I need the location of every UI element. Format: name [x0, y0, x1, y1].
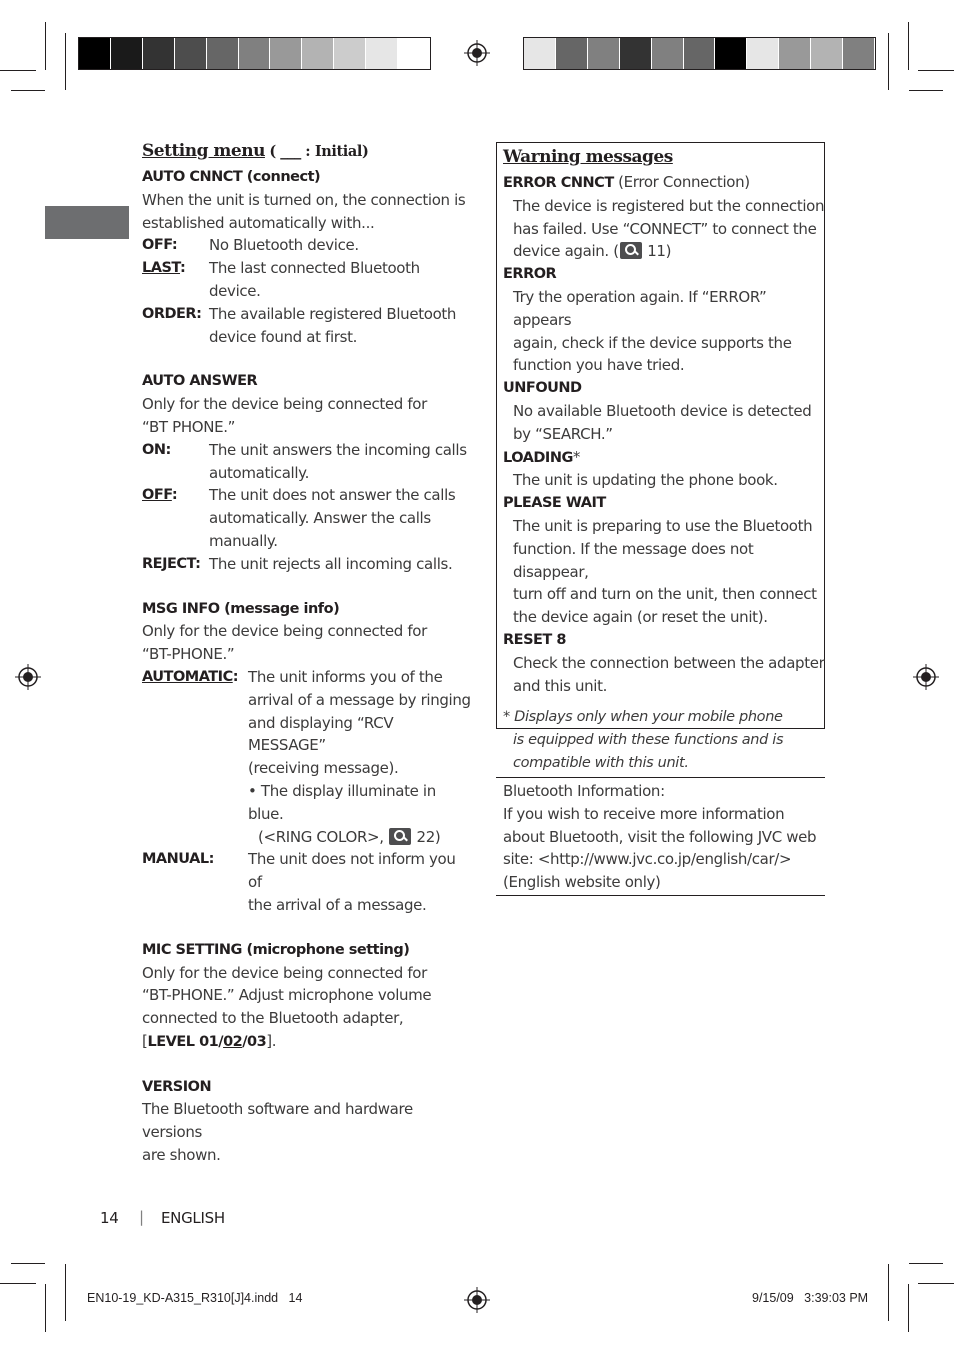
- setting-menu-column: [142, 138, 472, 1167]
- slug-date: 9/15/09: [752, 1291, 794, 1305]
- color-swatch: [207, 38, 239, 69]
- spacer: [142, 348, 472, 370]
- warning-text: function you have tried.: [513, 356, 685, 375]
- mic-level-options: [142, 1030, 472, 1054]
- bluetooth-info-line: about Bluetooth, visit the following JVC web: [503, 827, 817, 846]
- warning-text: No available Bluetooth device is detected: [513, 401, 812, 420]
- cross-reference-page: 22): [416, 827, 441, 846]
- mic-level-initial: 02: [223, 1033, 243, 1050]
- bullet-line: [248, 780, 472, 826]
- warning-text: function. If the message does not disappear,: [513, 539, 754, 581]
- option-key: ORDER:: [142, 305, 202, 322]
- warning-heading-line: [503, 446, 825, 470]
- option-key-initial: AUTOMATIC: [142, 668, 233, 685]
- registration-mark-icon: [913, 664, 939, 690]
- option-key-colon: :: [232, 668, 239, 685]
- warning-messages-title: Warning messages: [503, 147, 673, 167]
- bluetooth-info-text: [503, 780, 825, 894]
- msg-info-desc: Only for the device being connected for: [142, 622, 427, 641]
- initial-note-blank: ___: [280, 143, 301, 160]
- bullet-mark: •: [248, 781, 257, 800]
- color-swatch: [715, 38, 747, 69]
- color-swatch: [239, 38, 271, 69]
- page-number: 14: [100, 1209, 119, 1227]
- option-text-line: and displaying “RCV MESSAGE”: [248, 713, 394, 755]
- version-heading: VERSION: [142, 1078, 212, 1095]
- section-tab: [45, 206, 129, 239]
- cross-reference-text: (<RING COLOR>,: [258, 827, 384, 846]
- option-text-line: The unit does not inform you of: [248, 850, 456, 892]
- mic-setting-heading: MIC SETTING (microphone setting): [142, 941, 410, 958]
- option-text-line: (receiving message).: [248, 759, 399, 778]
- bluetooth-info-line: (English website only): [503, 873, 661, 892]
- magnifier-reference-icon: [620, 242, 642, 259]
- color-swatch: [366, 38, 398, 69]
- option-text-line: device found at first.: [209, 327, 358, 346]
- spacer: [142, 576, 472, 598]
- spacer: [503, 697, 825, 706]
- mic-setting-desc: “BT-PHONE.” Adjust microphone volume: [142, 986, 432, 1005]
- option-text-line: the arrival of a message.: [248, 895, 427, 914]
- auto-answer-desc: “BT PHONE.”: [142, 417, 236, 436]
- auto-cnnct-desc: established automatically with...: [142, 213, 375, 232]
- option-text-line: arrival of a message by ringing: [248, 690, 471, 709]
- slug-filename: [87, 1291, 302, 1305]
- option-text-line: The unit answers the incoming calls: [209, 440, 467, 459]
- option-row: [142, 303, 472, 349]
- warning-text: the device again (or reset the unit).: [513, 608, 768, 627]
- option-key: [142, 484, 209, 552]
- warning-text: has failed. Use “CONNECT” to connect the: [513, 219, 817, 238]
- warning-text: and this unit.: [513, 676, 608, 695]
- footnote-text: compatible with this unit.: [513, 754, 689, 771]
- setting-menu-title-line: [142, 138, 472, 165]
- auto-answer-heading: AUTO ANSWER: [142, 373, 258, 390]
- color-swatch: [747, 38, 779, 69]
- option-text: The last connected Bluetooth device.: [209, 259, 420, 300]
- setting-menu-title: Setting menu: [142, 141, 265, 161]
- warning-heading-line: [503, 171, 825, 195]
- bluetooth-info-line: If you wish to receive more information: [503, 804, 785, 823]
- color-swatch: [556, 38, 588, 69]
- version-desc: are shown.: [142, 1146, 221, 1165]
- version-desc: The Bluetooth software and hardware versions: [142, 1100, 413, 1142]
- color-calibration-bar-right: [523, 37, 876, 70]
- auto-cnnct-heading: AUTO CNNCT (connect): [142, 169, 321, 185]
- option-row: [142, 553, 472, 576]
- color-swatch: [270, 38, 302, 69]
- option-key-colon: :: [180, 260, 186, 277]
- option-text: [209, 484, 472, 552]
- bracket: ].: [266, 1031, 277, 1050]
- color-swatch: [79, 38, 111, 69]
- option-key: REJECT:: [142, 555, 201, 572]
- warning-heading: UNFOUND: [503, 380, 582, 397]
- warning-text: Check the connection between the adapter: [513, 653, 825, 672]
- option-key: MANUAL:: [142, 851, 214, 868]
- color-calibration-bar-left: [78, 37, 431, 70]
- color-swatch: [398, 38, 430, 69]
- warning-heading: RESET 8: [503, 631, 566, 648]
- warning-heading: ERROR CNNCT: [503, 175, 614, 191]
- slug-file: EN10-19_KD-A315_R310[J]4.indd: [87, 1291, 279, 1305]
- msg-info-heading: MSG INFO (message info): [142, 600, 340, 617]
- option-text: No Bluetooth device.: [209, 236, 359, 255]
- option-text: [209, 439, 472, 485]
- warning-text: The unit is updating the phone book.: [513, 471, 778, 490]
- spacer: [142, 1054, 472, 1076]
- spacer: [142, 917, 472, 939]
- warning-text-part: device again. (: [513, 242, 619, 261]
- warning-heading: PLEASE WAIT: [503, 495, 606, 512]
- footer-separator: |: [139, 1208, 144, 1226]
- slug-file-page: 14: [288, 1291, 303, 1305]
- option-text-line: The unit does not answer the calls: [209, 486, 456, 505]
- option-row: [142, 439, 472, 485]
- cross-reference-page: 11): [647, 242, 672, 261]
- option-text-line: automatically.: [209, 463, 309, 482]
- registration-mark-icon: [464, 1287, 490, 1313]
- color-swatch: [111, 38, 143, 69]
- option-text: [248, 848, 472, 916]
- magnifier-reference-icon: [389, 828, 411, 845]
- bullet-text: The display illuminate in blue.: [248, 781, 436, 823]
- footnote-text: Displays only when your mobile phone: [514, 709, 783, 726]
- option-row: [142, 848, 472, 916]
- color-swatch: [620, 38, 652, 69]
- warning-text: again, check if the device supports the: [513, 333, 792, 352]
- color-swatch: [811, 38, 843, 69]
- mic-level-prefix: LEVEL 01/: [147, 1033, 224, 1050]
- option-key: [142, 257, 209, 303]
- slug-timestamp: [752, 1291, 868, 1305]
- option-text-line: The unit informs you of the: [248, 667, 443, 686]
- footer-language: ENGLISH: [161, 1209, 225, 1227]
- initial-note-label: : Initial): [305, 143, 369, 160]
- warning-text: The device is registered but the connection: [513, 196, 825, 215]
- bluetooth-info-url: site: <http://www.jvc.co.jp/english/car/>: [503, 850, 792, 869]
- bluetooth-info-line: Bluetooth Information:: [503, 782, 665, 800]
- option-text: The unit rejects all incoming calls.: [209, 554, 453, 573]
- color-swatch: [843, 38, 875, 69]
- option-text-line: automatically. Answer the calls: [209, 509, 431, 528]
- option-row: [142, 234, 472, 257]
- footnote-line: [503, 706, 825, 729]
- footnote-mark: *: [503, 709, 510, 726]
- auto-cnnct-desc: When the unit is turned on, the connection is: [142, 190, 466, 209]
- color-swatch: [143, 38, 175, 69]
- warning-text: turn off and turn on the unit, then connect: [513, 585, 817, 604]
- auto-answer-desc: Only for the device being connected for: [142, 395, 427, 414]
- warning-text: Try the operation again. If “ERROR” appears: [513, 287, 767, 329]
- footnote-text: is equipped with these functions and is: [513, 732, 784, 749]
- bracket: [: [142, 1031, 148, 1050]
- option-row: [142, 484, 472, 552]
- warning-heading: ERROR: [503, 266, 557, 283]
- initial-note-open: (: [269, 143, 276, 160]
- warning-heading: LOADING: [503, 449, 573, 466]
- option-key-initial: OFF: [142, 487, 172, 504]
- color-swatch: [652, 38, 684, 69]
- slug-time: 3:39:03 PM: [804, 1291, 869, 1305]
- registration-mark-icon: [15, 664, 41, 690]
- warning-heading-note: (Error Connection): [613, 173, 750, 191]
- mic-level-suffix: /03: [242, 1033, 267, 1050]
- color-swatch: [779, 38, 811, 69]
- color-swatch: [524, 38, 556, 69]
- warning-text: by “SEARCH.”: [513, 424, 613, 443]
- color-swatch: [588, 38, 620, 69]
- option-row: [142, 257, 472, 303]
- color-swatch: [684, 38, 716, 69]
- option-text-line: manually.: [209, 531, 278, 550]
- mic-setting-desc: Only for the device being connected for: [142, 963, 427, 982]
- option-text: [209, 303, 472, 349]
- option-key: ON:: [142, 441, 171, 458]
- color-swatch: [175, 38, 207, 69]
- cross-reference: [248, 826, 472, 849]
- color-swatch: [334, 38, 366, 69]
- warning-messages-column: [503, 145, 825, 775]
- warning-text: [503, 240, 825, 263]
- option-text-line: The available registered Bluetooth: [209, 304, 457, 323]
- option-row: [142, 666, 472, 848]
- mic-setting-desc: connected to the Bluetooth adapter,: [142, 1009, 404, 1028]
- registration-mark-icon: [464, 40, 490, 66]
- option-key-colon: :: [171, 487, 178, 504]
- option-key: OFF:: [142, 237, 178, 254]
- color-swatch: [302, 38, 334, 69]
- asterisk-mark: *: [572, 447, 581, 466]
- warning-text: The unit is preparing to use the Bluetooth: [513, 516, 813, 535]
- option-key: [142, 666, 248, 848]
- option-text: [248, 666, 472, 848]
- option-key-initial: LAST: [142, 260, 181, 277]
- msg-info-desc: “BT-PHONE.”: [142, 645, 235, 664]
